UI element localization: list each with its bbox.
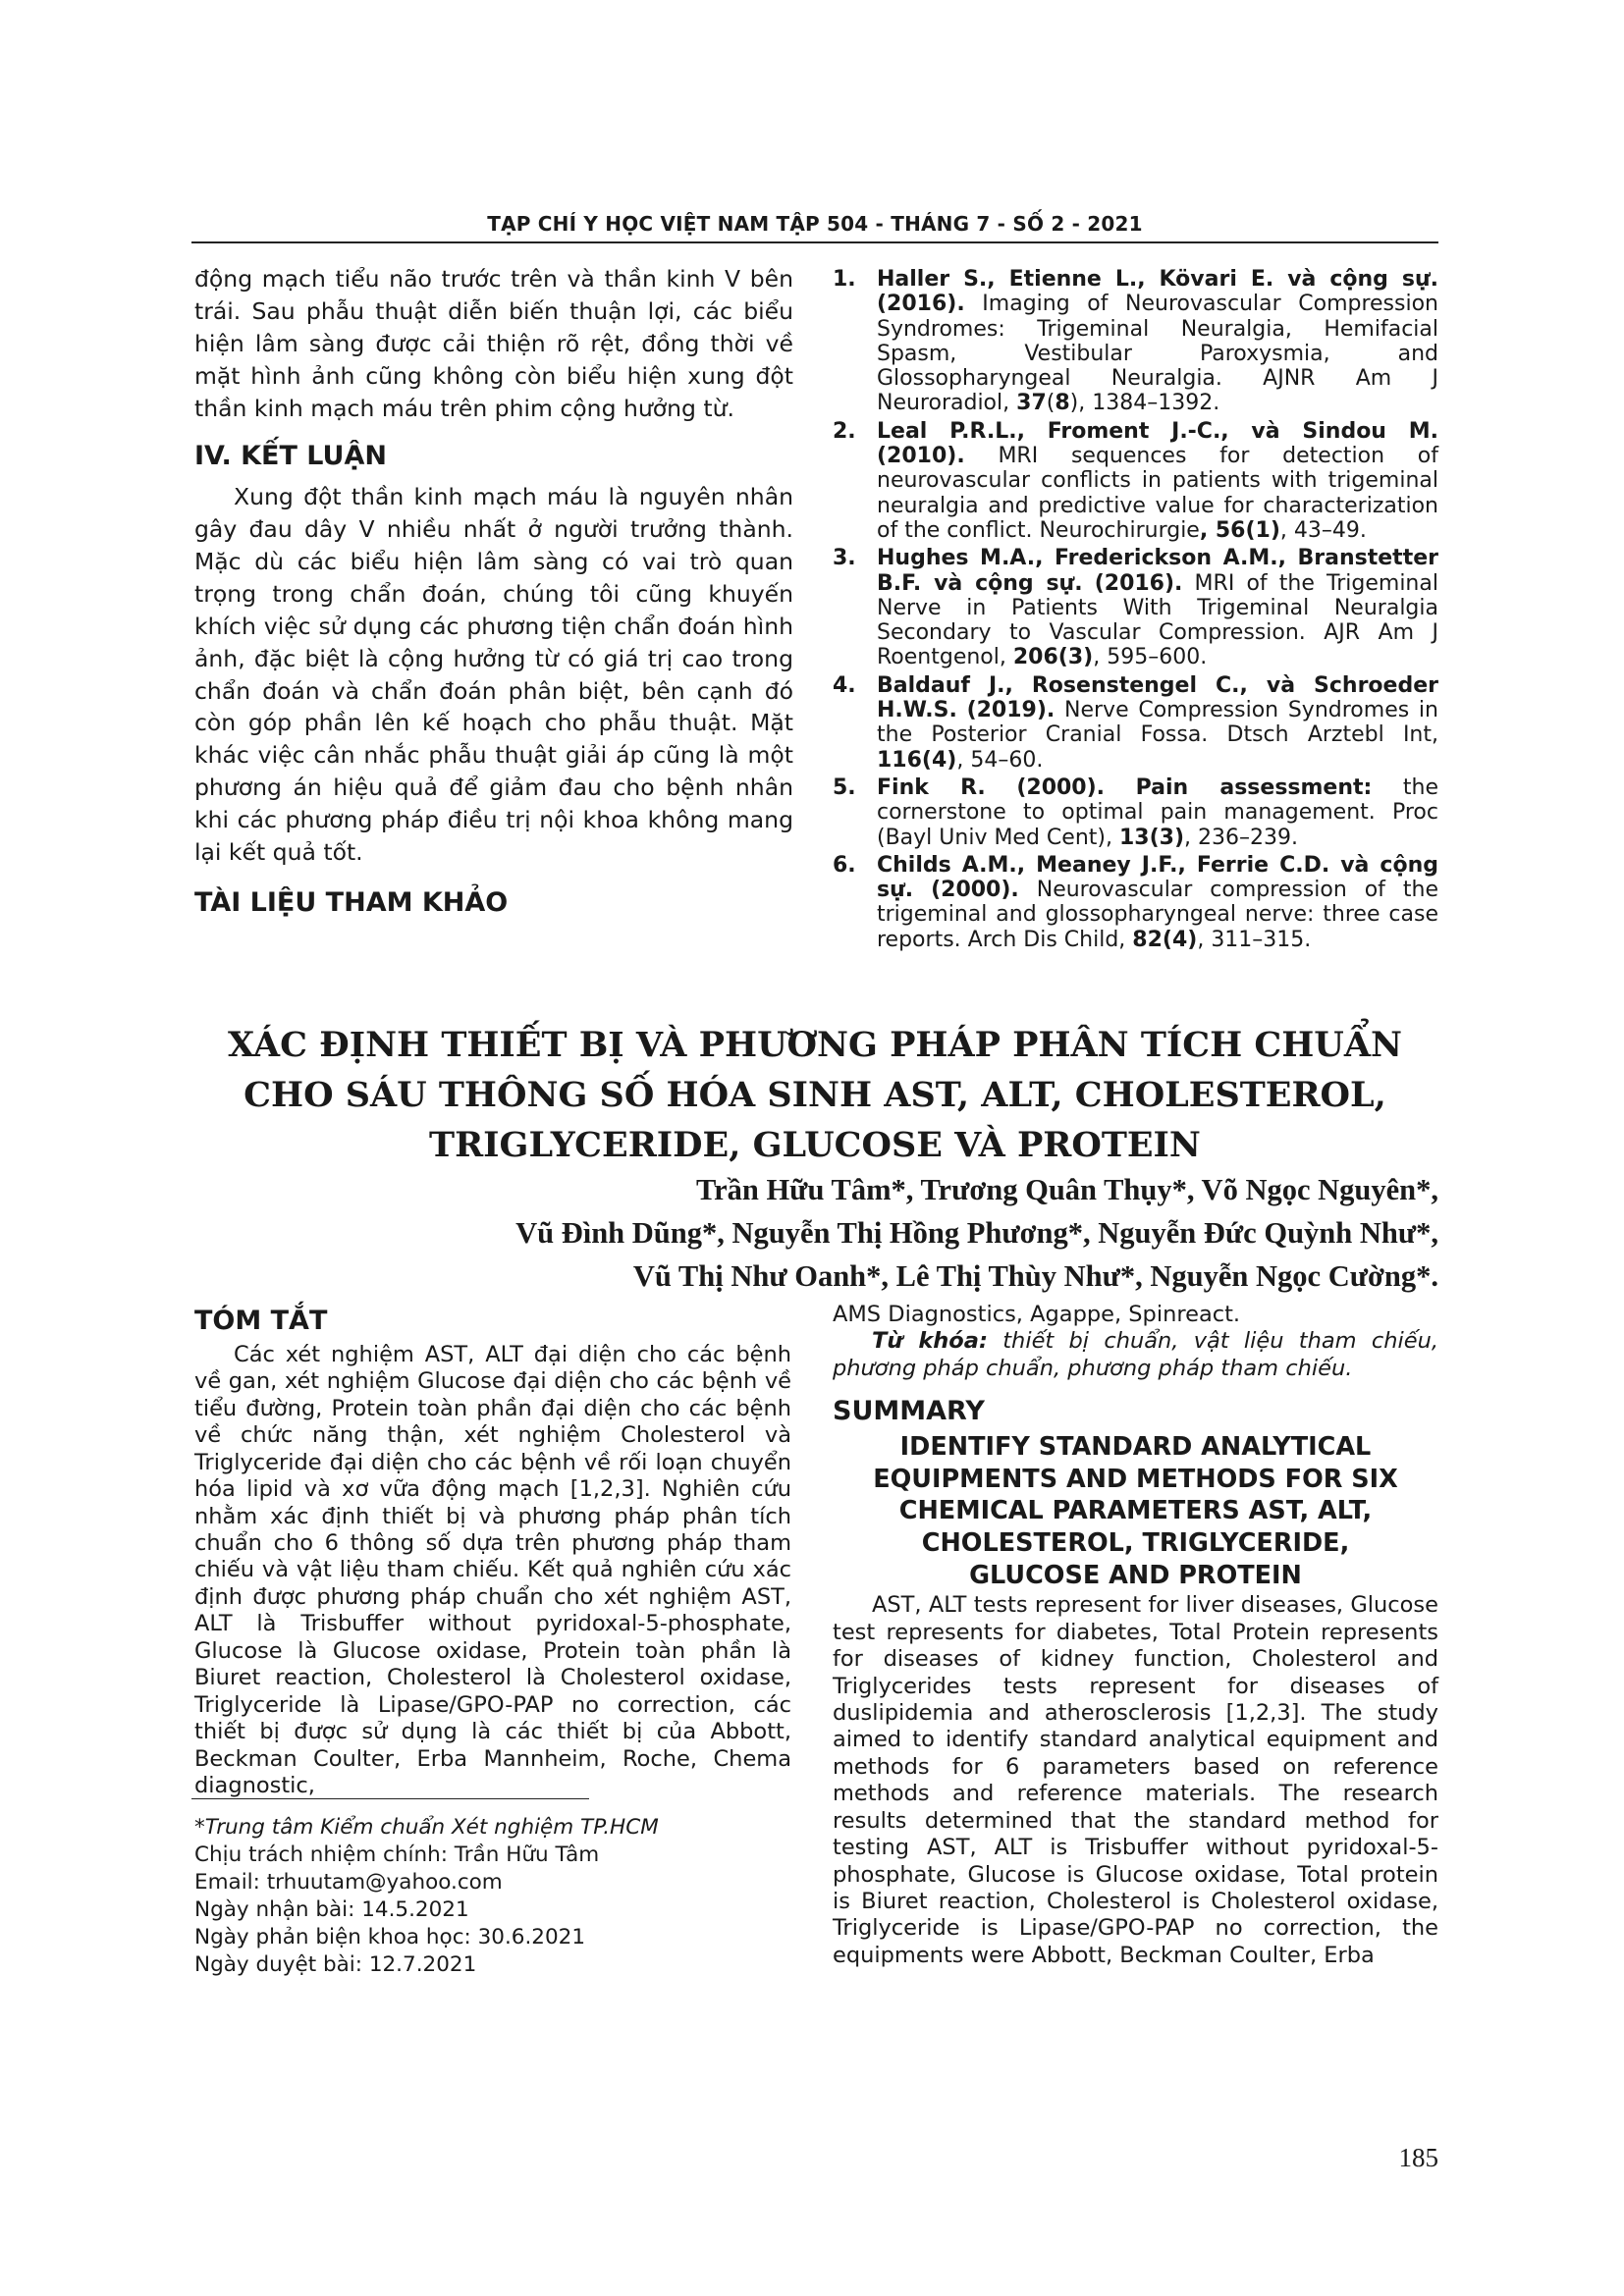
reference-item: 6. Childs A.M., Meaney J.F., Ferrie C.D. và cộng sự. (2000). Neurovascular compression of the trigeminal and glossopharyngeal nerve: three case reports. Arch Dis Child, 82(4), 311–315. (833, 852, 1438, 952)
header-rule (191, 241, 1438, 243)
reference-item: 3. Hughes M.A., Frederickson A.M., Branstetter B.F. và cộng sự. (2016). MRI of the Trigeminal Nerve in Patients With Trigeminal Neuralgia Secondary to Vascular Compression. AJR Am J Roentgenol, 206(3), 595–600. (833, 546, 1438, 670)
conclusion-heading: IV. KẾT LUẬN (194, 441, 387, 472)
reference-list (833, 267, 1438, 955)
footnote-accepted: Ngày duyệt bài: 12.7.2021 (194, 1951, 477, 1977)
keywords: Từ khóa: thiết bị chuẩn, vật liệu tham chiếu, phương pháp chuẩn, phương pháp tham chiếu. (833, 1328, 1438, 1381)
reference-item: 1. Haller S., Etienne L., Kövari E. và cộng sự. (2016). Imaging of Neurovascular Compression Syndromes: Trigeminal Neuralgia, Hemifacial Spasm, Vestibular Paroxysmia, and Glossopharyngeal Neuralgia. AJNR Am J Neuroradiol, 37(8), 1384–1392. (833, 267, 1438, 416)
reference-item: 4. Baldauf J., Rosenstengel C., và Schroeder H.W.S. (2019). Nerve Compression Syndromes in the Posterior Cranial Fossa. Dtsch Arztebl Int, 116(4), 54–60. (833, 672, 1438, 773)
page-number: 185 (1398, 2143, 1438, 2172)
continued-paragraph: động mạch tiểu não trước trên và thần kinh V bên trái. Sau phẫu thuật diễn biến thuận lợi, các biểu hiện lâm sàng được cải thiện rõ rệt, đồng thời về mặt hình ảnh cũng không còn biểu hiện xung đột thần kinh mạch máu trên phim cộng hưởng từ. (194, 265, 793, 422)
summary-heading: SUMMARY (833, 1396, 985, 1427)
article-title: XÁC ĐỊNH THIẾT BỊ VÀ PHƯƠNG PHÁP PHÂN TÍCH CHUẨN CHO SÁU THÔNG SỐ HÓA SINH AST, ALT, CHOLESTEROL, TRIGLYCERIDE, GLUCOSE VÀ PROTEIN (228, 1025, 1402, 1165)
running-header: TẠP CHÍ Y HỌC VIỆT NAM TẬP 504 - THÁNG 7 - SỐ 2 - 2021 (487, 212, 1143, 236)
summary-paragraph: AST, ALT tests represent for liver diseases, Glucose test represents for diabetes, Total Protein represents for diseases of kidney function, Cholesterol and Triglycerides tests represent for diseases of duslipidemia and atherosclerosis [1,2,3]. The study aimed to identify standard analytical equipment and methods for 6 parameters based on reference methods and reference materials. The research results determined that the standard method for testing AST, ALT is Trisbuffer without pyridoxal-5-phosphate, Glucose is Glucose oxidase, Total protein is Biuret reaction, Cholesterol is Cholesterol oxidase, Triglyceride is Lipase/GPO-PAP no correction, the equipments were Abbott, Beckman Coulter, Erba (833, 1592, 1438, 1968)
abstract-heading: TÓM TẮT (194, 1306, 328, 1336)
footnote-email: Email: trhuutam@yahoo.com (194, 1869, 503, 1895)
author-list: Trần Hữu Tâm*, Trương Quân Thụy*, Võ Ngọc Nguyên*, Vũ Đình Dũng*, Nguyễn Thị Hồng Phương*, Nguyễn Đức Quỳnh Như*, Vũ Thị Như Oanh*, Lê Thị Thùy Như*, Nguyễn Ngọc Cường*. (515, 1173, 1438, 1294)
references-heading: TÀI LIỆU THAM KHẢO (194, 886, 509, 918)
footnote-affiliation: *Trung tâm Kiểm chuẩn Xét nghiệm TP.HCM (194, 1815, 659, 1840)
summary-title: IDENTIFY STANDARD ANALYTICAL EQUIPMENTS AND METHODS FOR SIX CHEMICAL PARAMETERS AST, ALT, CHOLESTEROL, TRIGLYCERIDE, GLUCOSE AND PROTEIN (873, 1432, 1398, 1590)
left-column-top (194, 263, 793, 922)
footnotes (194, 1814, 784, 1979)
footnote-rule (191, 1798, 589, 1799)
footnote-received: Ngày nhận bài: 14.5.2021 (194, 1896, 469, 1922)
abstract-continued: AMS Diagnostics, Agappe, Spinreact. (833, 1302, 1241, 1327)
reference-item: 5. Fink R. (2000). Pain assessment: the cornerstone to optimal pain management. Proc (Bayl Univ Med Cent), 13(3), 236–239. (833, 774, 1438, 850)
right-abstract-column (833, 1302, 1438, 1969)
abstract-paragraph: Các xét nghiệm AST, ALT đại diện cho các bệnh về gan, xét nghiệm Glucose đại diện cho các bệnh về tiểu đường, Protein toàn phần đại diện cho các bệnh về chức năng thận, xét nghiệm Cholesterol và Triglyceride đại diện cho các bệnh về rối loạn chuyển hóa lipid và xơ vữa động mạch [1,2,3]. Nghiên cứu nhằm xác định thiết bị và phương pháp phân tích chuẩn cho 6 thông số dựa trên phương pháp tham chiếu và vật liệu tham chiếu. Kết quả nghiên cứu xác định được phương pháp chuẩn cho xét nghiệm AST, ALT là Trisbuffer without pyridoxal-5-phosphate, Glucose là Glucose oxidase, Protein toàn phần là Biuret reaction, Cholesterol là Cholesterol oxidase, Triglyceride là Lipase/GPO-PAP no correction, các thiết bị được sử dụng là các thiết bị của Abbott, Beckman Coulter, Erba Mannheim, Roche, Chema diagnostic, (194, 1341, 791, 1798)
footnote-reviewed: Ngày phản biện khoa học: 30.6.2021 (194, 1924, 586, 1949)
abstract-section (194, 1306, 791, 1799)
reference-item: 2. Leal P.R.L., Froment J.-C., và Sindou M. (2010). MRI sequences for detection of neurovascular conflicts in patients with trigeminal neuralgia and predictive value for characterization of the conflict. Neurochirurgie, 56(1), 43–49. (833, 418, 1438, 543)
footnote-responsible: Chịu trách nhiệm chính: Trần Hữu Tâm (194, 1842, 600, 1867)
conclusion-paragraph: Xung đột thần kinh mạch máu là nguyên nhân gây đau dây V nhiều nhất ở người trưởng thành. Mặc dù các biểu hiện lâm sàng có vai trò quan trọng trong chẩn đoán, chúng tôi cũng khuyến khích việc sử dụng các phương tiện chẩn đoán hình ảnh, đặc biệt là cộng hưởng từ có giá trị cao trong chẩn đoán và chẩn đoán phân biệt, bên cạnh đó còn góp phần lên kế hoạch cho phẫu thuật. Mặt khác việc cân nhắc phẫu thuật giải áp cũng là một phương án hiệu quả để giảm đau cho bệnh nhân khi các phương pháp điều trị nội khoa không mang lại kết quả tốt. (194, 483, 793, 867)
